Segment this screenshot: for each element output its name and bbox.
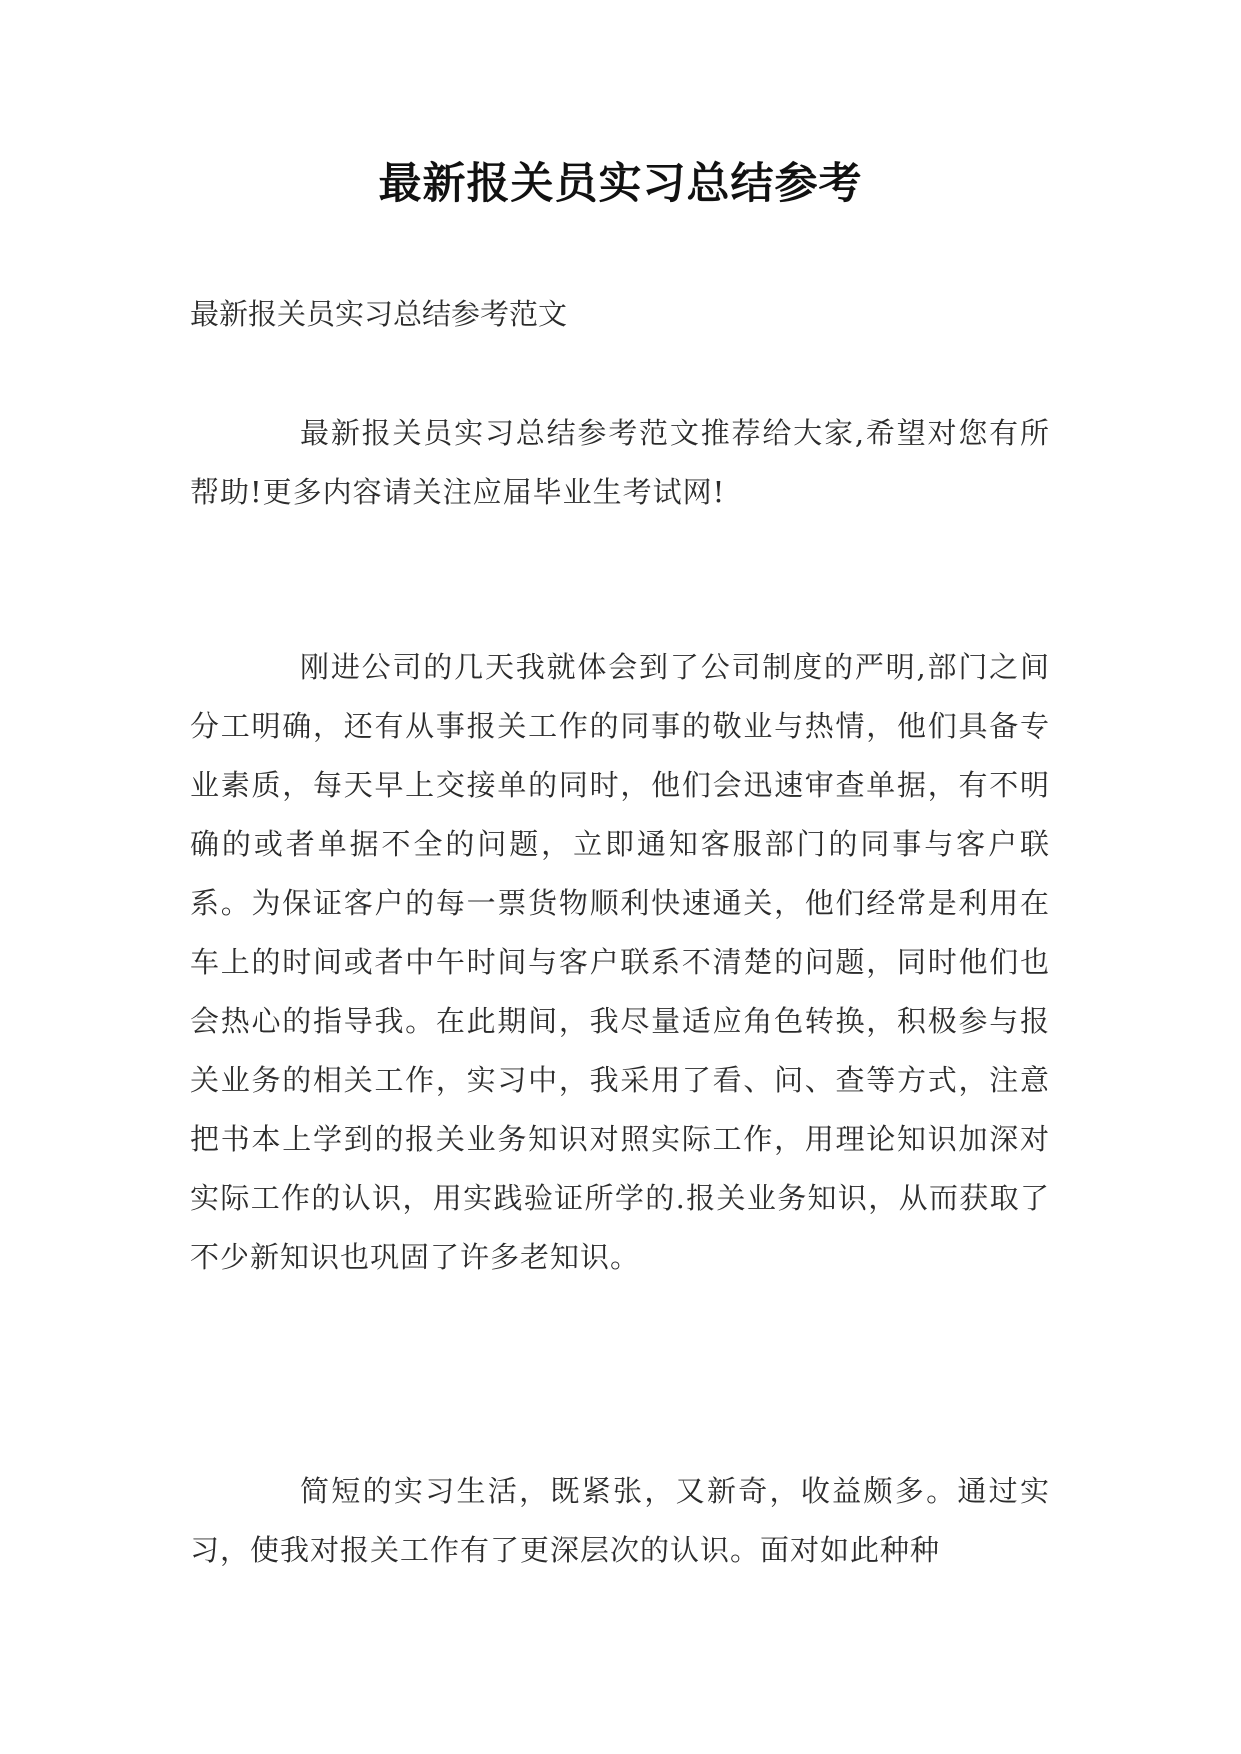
- paragraph-intro: 最新报关员实习总结参考范文推荐给大家,希望对您有所帮助!更多内容请关注应届毕业生考试网!: [190, 416, 1050, 509]
- paragraph-body: 刚进公司的几天我就体会到了公司制度的严明,部门之间分工明确，还有从事报关工作的同事的敬业与热情，他们具备专业素质，每天早上交接单的同时，他们会迅速审查单据，有不明确的或者单据不全的问题，立即通知客服部门的同事与客户联系。为保证客户的每一票货物顺利快速通关，他们经常是利用在车上的时间或者中午时间与客户联系不清楚的问题，同时他们也会热心的指导我。在此期间，我尽量适应角色转换，积极参与报关业务的相关工作，实习中，我采用了看、问、查等方式，注意把书本上学到的报关业务知识对照实际工作，用理论知识加深对实际工作的认识，用实践验证所学的.报关业务知识，从而获取了不少新知识也巩固了许多老知识。: [190, 650, 1050, 1274]
- document-subtitle: 最新报关员实习总结参考范文: [190, 297, 568, 331]
- paragraph-summary: 简短的实习生活，既紧张，又新奇，收益颇多。通过实习，使我对报关工作有了更深层次的认识。面对如此种种: [190, 1474, 1050, 1567]
- document-title: 最新报关员实习总结参考: [378, 159, 863, 209]
